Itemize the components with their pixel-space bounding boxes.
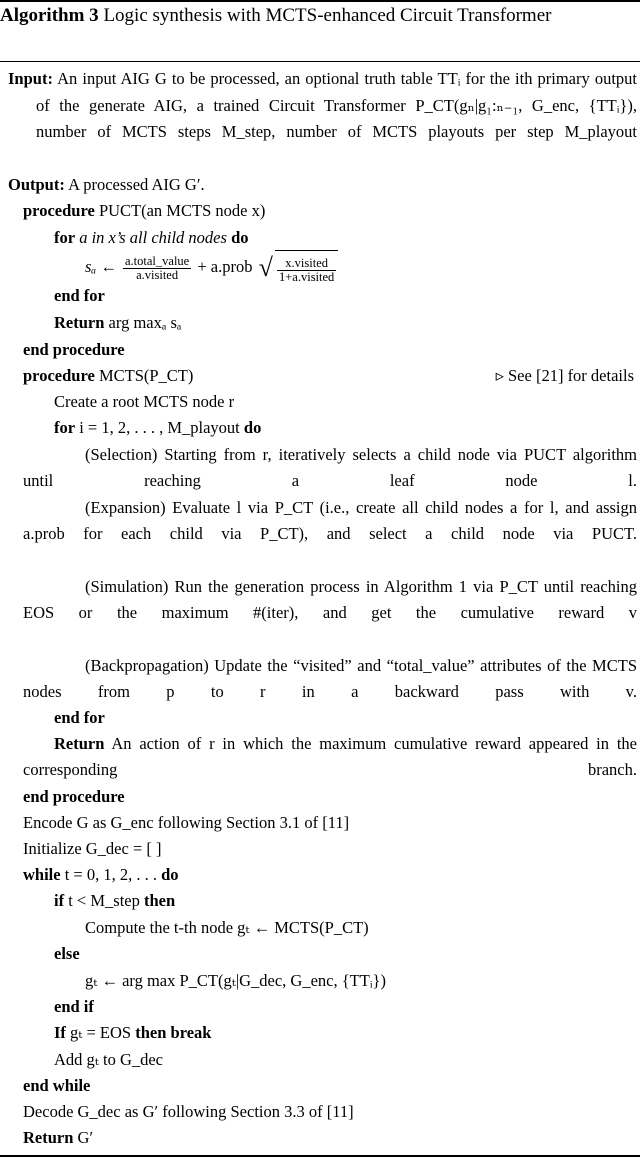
endif-line <box>54 994 637 1020</box>
for-keyword: for <box>54 418 76 437</box>
caption-rule <box>0 61 640 62</box>
if-line <box>54 888 637 914</box>
mcts-expansion-text: (Expansion) Evaluate l via P_CT (i.e., create all child nodes a for l, and assign a.prob for each child via P_CT), and select a child node via PUCT. <box>23 498 637 543</box>
mcts-endprocedure-line <box>23 784 637 810</box>
mcts-endfor-line <box>54 705 637 731</box>
init-line <box>23 836 637 862</box>
mcts-comment: ▹ See [21] for details <box>495 366 634 385</box>
mcts-name: MCTS(P_CT) <box>98 366 194 385</box>
endprocedure-keyword: end procedure <box>23 787 125 806</box>
sqrt-radicand <box>275 250 338 286</box>
algorithm-caption <box>0 2 640 29</box>
caption-label: Algorithm 3 <box>0 5 99 26</box>
input-text: An input AIG G to be processed, an optional truth table TTᵢ for the ith primary output of the generate AIG, a trained Circuit Transformer P_CT(gₙ|g₁:ₙ₋₁, G_enc, {TTᵢ}), number of MCTS steps M_step, number of MCTS playouts per step M_playout <box>36 69 637 141</box>
init-text: Initialize G_dec = [ ] <box>23 839 162 858</box>
then-keyword: then <box>143 891 176 910</box>
bottom-rule <box>0 1155 640 1157</box>
frac-denominator: a.visited <box>136 267 179 282</box>
sqrt-sign: √ <box>258 253 273 283</box>
puct-formula-line <box>85 250 637 286</box>
mcts-backprop-line <box>23 653 637 705</box>
main-return-text: G′ <box>77 1128 94 1147</box>
puct-endprocedure-line <box>23 337 637 363</box>
return-keyword: Return <box>54 734 105 753</box>
while-cond: t = 0, 1, 2, . . . <box>64 865 157 884</box>
puct-procedure-line <box>23 198 637 224</box>
encode-line <box>23 810 637 836</box>
decode-line <box>23 1099 637 1125</box>
compute-line <box>85 915 637 941</box>
eos-line <box>54 1020 637 1046</box>
encode-text: Encode G as G_enc following Section 3.1 of [11] <box>23 813 350 832</box>
if-keyword-cap: If <box>54 1023 66 1042</box>
while-keyword: while <box>23 865 61 884</box>
mcts-return-text: An action of r in which the maximum cumulative reward appeared in the corresponding branch. <box>23 734 637 779</box>
mcts-create-root-text: Create a root MCTS node r <box>54 392 235 411</box>
compute-text: Compute the t-th node gₜ ← MCTS(P_CT) <box>85 918 369 937</box>
return-keyword: Return <box>23 1128 74 1147</box>
input-line <box>0 66 637 146</box>
output-line <box>8 172 637 198</box>
procedure-keyword: procedure <box>23 201 95 220</box>
formula-lhs: sₐ ← <box>85 257 117 276</box>
endif-keyword: end if <box>54 997 94 1016</box>
add-text: Add gₜ to G_dec <box>54 1050 164 1069</box>
if-cond: t < M_step <box>68 891 140 910</box>
mcts-for-line <box>54 415 637 441</box>
puct-name: PUCT(an MCTS node x) <box>98 201 266 220</box>
puct-return-text: arg maxₐ sₐ <box>108 313 182 332</box>
formula-fraction-visit <box>277 257 336 284</box>
if-keyword: if <box>54 891 65 910</box>
for-keyword: for <box>54 228 76 247</box>
puct-endfor-line <box>54 283 637 309</box>
else-line <box>54 941 637 967</box>
frac2-numerator: x.visited <box>277 257 336 271</box>
endfor-keyword: end for <box>54 286 105 305</box>
mcts-create-root-line <box>54 389 637 415</box>
frac2-denominator: 1+a.visited <box>279 270 335 285</box>
mcts-simulation-text: (Simulation) Run the generation process in Algorithm 1 via P_CT until reaching EOS or the maximum #(iter), and get the cumulative reward v <box>23 577 637 622</box>
then-break-keyword: then break <box>135 1023 212 1042</box>
mcts-loop-text: i = 1, 2, . . . , M_playout <box>79 418 240 437</box>
frac-numerator: a.total_value <box>125 253 190 268</box>
mcts-procedure-line <box>23 363 637 389</box>
do-keyword: do <box>161 865 179 884</box>
mcts-selection-line <box>23 442 637 494</box>
formula-fraction-value <box>123 255 191 282</box>
mcts-expansion-line <box>23 495 637 547</box>
return-keyword: Return <box>54 313 105 332</box>
endwhile-line <box>23 1073 637 1099</box>
formula-sqrt <box>259 250 339 286</box>
endwhile-keyword: end while <box>23 1076 91 1095</box>
procedure-keyword: procedure <box>23 366 95 385</box>
main-return-line <box>23 1125 637 1151</box>
output-text: A processed AIG G′. <box>68 175 205 194</box>
do-keyword: do <box>243 418 262 437</box>
mcts-selection-text: (Selection) Starting from r, iteratively selects a child node via PUCT algorithm until reaching a leaf node l. <box>23 445 637 490</box>
puct-for-line <box>54 225 637 251</box>
argmax-text: gₜ ← arg max P_CT(gₜ|G_dec, G_enc, {TTᵢ}) <box>85 971 386 990</box>
puct-return-line <box>54 310 637 336</box>
input-label: Input: <box>8 69 53 88</box>
formula-middle: + a.prob <box>197 257 253 276</box>
mcts-return-line <box>23 731 637 783</box>
argmax-line <box>85 968 637 994</box>
add-line <box>54 1047 637 1073</box>
mcts-backprop-text: (Backpropagation) Update the “visited” and “total_value” attributes of the MCTS nodes from p to r in a backward pass with v. <box>23 656 637 701</box>
caption-text: Logic synthesis with MCTS-enhanced Circuit Transformer <box>103 5 552 26</box>
output-label: Output: <box>8 175 65 194</box>
endprocedure-keyword: end procedure <box>23 340 125 359</box>
mcts-simulation-line <box>23 574 637 626</box>
endfor-keyword: end for <box>54 708 105 727</box>
eos-cond: gₜ = EOS <box>70 1023 132 1042</box>
puct-loop-text: a in x’s all child nodes <box>79 228 227 247</box>
do-keyword: do <box>231 228 249 247</box>
else-keyword: else <box>54 944 80 963</box>
while-line <box>23 862 637 888</box>
decode-text: Decode G_dec as G′ following Section 3.3 of [11] <box>23 1102 354 1121</box>
